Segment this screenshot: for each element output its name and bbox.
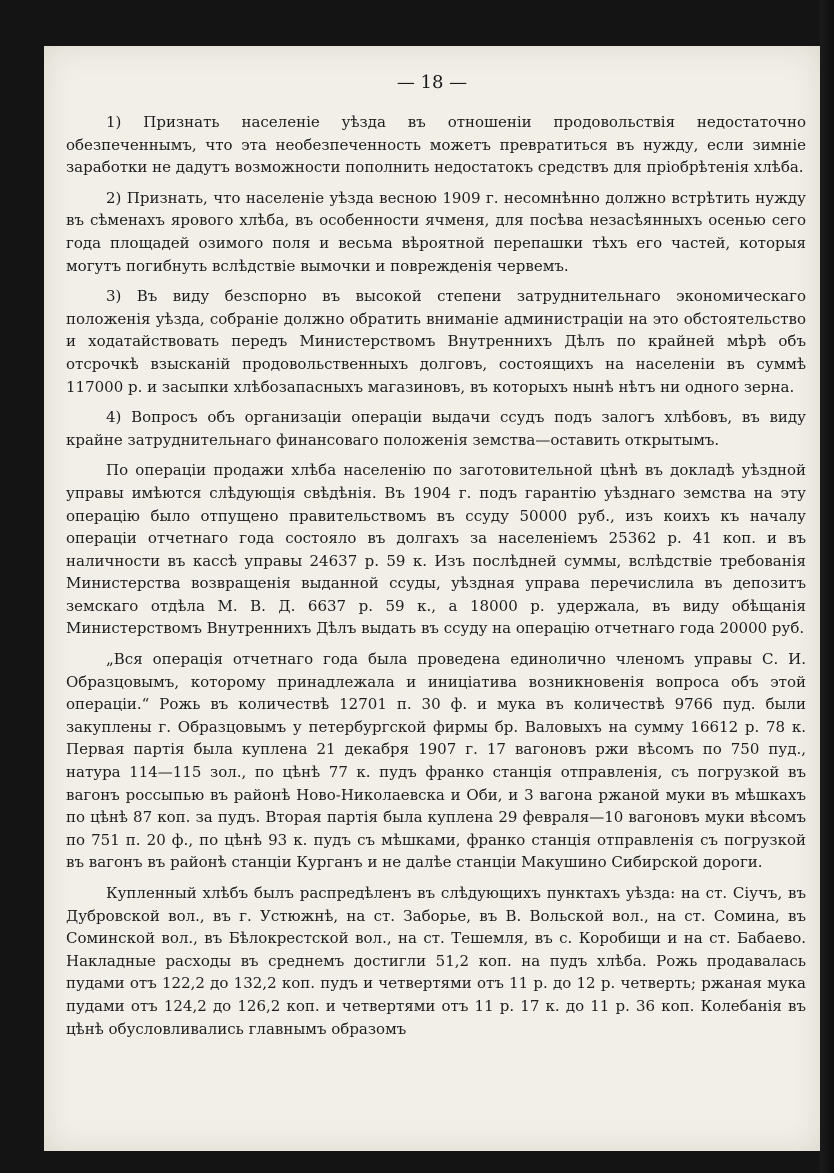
page-number: — 18 —: [396, 72, 468, 93]
paragraph-4: 4) Вопросъ объ организаціи операціи выдачи ссудъ подъ залогъ хлѣбовъ, въ виду крайне затруднительнаго финансоваго положенія земства—оставить открытымъ.: [66, 408, 806, 449]
paragraph-1: 1) Признать населеніе уѣзда въ отношеніи продовольствія недостаточно обезпеченнымъ, что эта необезпеченность можетъ превратиться въ нужду, если зимніе заработки не дадутъ возможности пополнить недостатокъ средствъ для пріобрѣтенія хлѣба.: [66, 113, 806, 177]
paragraph-7: Купленный хлѣбъ былъ распредѣленъ въ слѣдующихъ пунктахъ уѣзда: на ст. Сіучъ, въ Дубровской вол., въ г. Устюжнѣ, на ст. Заборье, въ В. Вольской вол., на ст. Сомина, въ Соминской вол., въ Бѣлокрестской вол., на ст. Тешемля, въ с. Коробищи и на ст. Бабаево. Накладные расходы въ среднемъ достигли 51,2 коп. на пудъ хлѣба. Рожь продавалась пудами отъ 122,2 до 132,2 коп. пудъ и четвертями отъ 11 р. до 12 р. четверть; ржаная мука пудами отъ 124,2 до 126,2 коп. и четвертями отъ 11 р. 17 к. до 11 р. 36 коп. Колебанія въ цѣнѣ обусловливались главнымъ образомъ: [66, 884, 806, 1038]
document-body: [66, 111, 806, 1048]
paragraph-5: По операціи продажи хлѣба населенію по заготовительной цѣнѣ въ докладѣ уѣздной управы имѣются слѣдующія свѣдѣнія. Въ 1904 г. подъ гарантію уѣзднаго земства на эту операцію было отпущено правительствомъ въ ссуду 50000 руб., изъ коихъ къ началу операціи отчетнаго года состояло въ долгахъ за населеніемъ 25362 р. 41 коп. и въ наличности въ кассѣ управы 24637 р. 59 к. Изъ послѣдней суммы, вслѣдствіе требованія Министерства возвращенія выданной ссуды, уѣздная управа перечислила въ депозитъ земскаго отдѣла М. В. Д. 6637 р. 59 к., а 18000 р. удержала, въ виду обѣщанія Министерствомъ Внутреннихъ Дѣлъ выдать въ ссуду на операцію отчетнаго года 20000 руб.: [66, 461, 806, 638]
paragraph-2: 2) Признать, что населеніе уѣзда весною 1909 г. несомнѣнно должно встрѣтить нужду въ сѣменахъ ярового хлѣба, въ особенности ячменя, для посѣва незасѣянныхъ осенью сего года площадей озимого поля и весьма вѣроятной перепашки тѣхъ его частей, которыя могутъ погибнуть вслѣдствіе вымочки и поврежденія червемъ.: [66, 188, 806, 275]
scan-edge: [820, 0, 834, 1173]
paragraph-6: „Вся операція отчетнаго года была проведена единолично членомъ управы С. И. Образцовымъ, которому принадлежала и иниціатива возникновенія вопроса объ этой операціи.“ Рожь въ количествѣ 12701 п. 30 ф. и мука въ количествѣ 9766 пуд. были закуплены г. Образцовымъ у петербургской фирмы бр. Валовыхъ на сумму 16612 р. 78 к. Первая партія была куплена 21 декабря 1907 г. 17 вагоновъ ржи вѣсомъ по 750 пуд., натура 114—115 зол., по цѣнѣ 77 к. пудъ франко станція отправленія, съ погрузкой въ вагонъ россыпью въ районѣ Ново-Николаевска и Оби, и 3 вагона ржаной муки въ мѣшкахъ по цѣнѣ 87 коп. за пудъ. Вторая партія была куплена 29 февраля—10 вагоновъ муки вѣсомъ по 751 п. 20 ф., по цѣнѣ 93 к. пудъ съ мѣшками, франко станція отправленія съ погрузкой въ вагонъ въ районѣ станціи Курганъ и не далѣе станціи Макушино Сибирской дороги.: [66, 650, 806, 872]
paragraph-3: 3) Въ виду безспорно въ высокой степени затруднительнаго экономическаго положенія уѣзда, собраніе должно обратить вниманіе администраціи на это обстоятельство и ходатайствовать передъ Министерствомъ Внутреннихъ Дѣлъ по крайней мѣрѣ объ отсрочкѣ взысканій продовольственныхъ долговъ, состоящихъ на населеніи въ суммѣ 117000 р. и засыпки хлѣбозапасныхъ магазиновъ, въ которыхъ нынѣ нѣтъ ни одного зерна.: [66, 287, 806, 396]
document-page: [44, 46, 820, 1151]
